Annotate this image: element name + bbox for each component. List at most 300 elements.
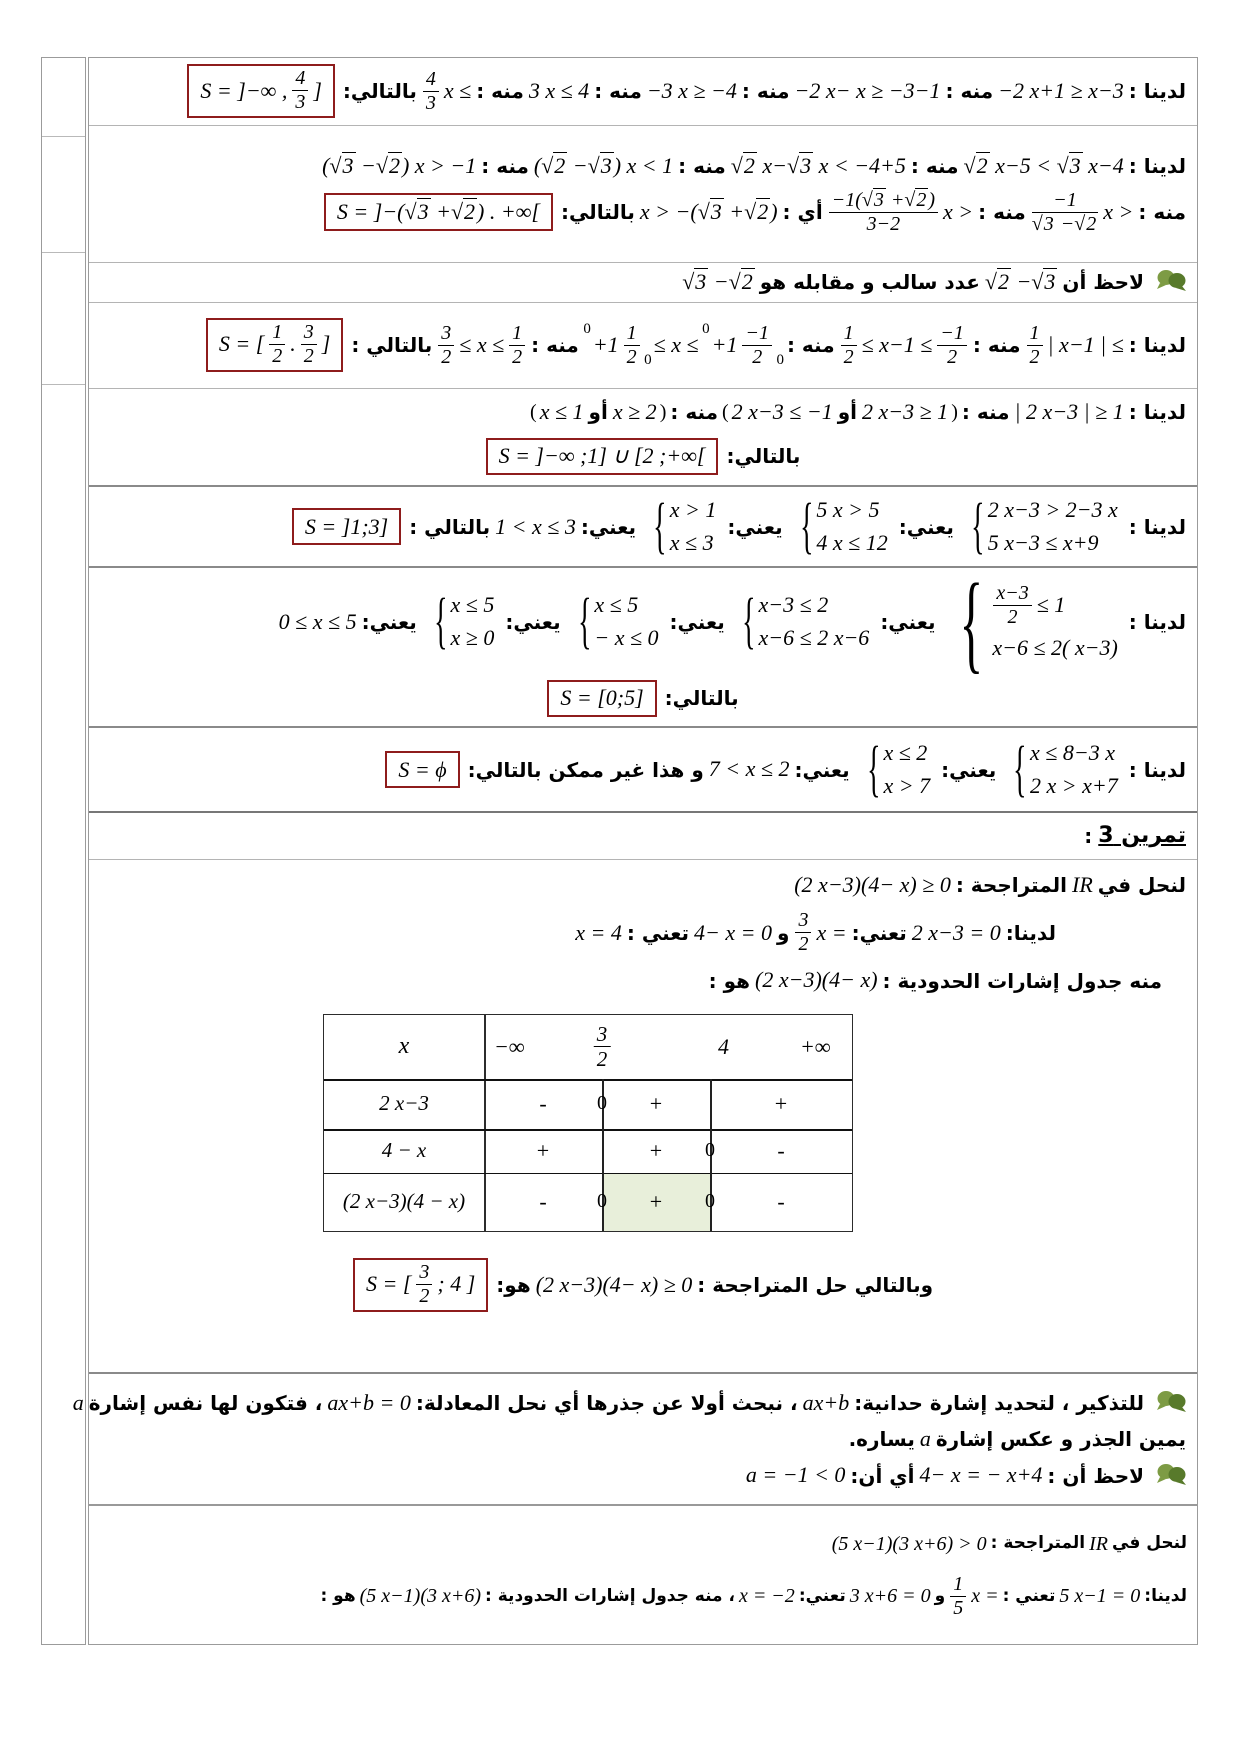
numerator: 1 xyxy=(624,323,640,346)
row-label: 2 x−3 xyxy=(379,1091,429,1116)
numerator: 1 xyxy=(841,323,857,346)
math-run: x ≤ xyxy=(443,78,472,104)
text-run: منه : xyxy=(910,154,959,179)
content-line xyxy=(95,1426,1189,1452)
denominator: 2 xyxy=(512,345,523,368)
math-run: ≤ x−1 ≤ xyxy=(861,331,933,357)
math-run: x > 7 xyxy=(883,773,931,799)
sqrt-expression: √3 xyxy=(1056,153,1081,179)
system-lines xyxy=(668,497,719,557)
denominator: 3 xyxy=(295,91,306,114)
text-run: بالتالي: xyxy=(560,200,635,225)
text-run: منه : xyxy=(481,154,529,179)
text-run: منه جدول إشارات الحدودية : xyxy=(882,968,1162,993)
system-brace: { xyxy=(577,586,592,655)
denominator: 2 xyxy=(626,345,637,368)
system-line xyxy=(668,497,719,523)
text-run: هو: xyxy=(496,1272,531,1297)
text-run: لدينا : xyxy=(1128,609,1186,634)
fraction xyxy=(993,583,1031,628)
numerator: 1 xyxy=(950,1574,966,1597)
system-brace: { xyxy=(971,492,985,561)
math-run: 5 x > 5 xyxy=(816,497,880,523)
solution-box xyxy=(385,751,459,788)
text-run: : xyxy=(1084,824,1093,849)
numerator: 3 xyxy=(594,1023,611,1047)
numerator: −1 xyxy=(1032,190,1098,213)
content-line xyxy=(72,1389,1189,1416)
text-run: منه : xyxy=(978,200,1026,225)
system-line xyxy=(1028,740,1117,766)
radicand: 2 xyxy=(757,198,769,224)
sign-cell: - xyxy=(777,1188,785,1214)
fraction xyxy=(1027,323,1043,368)
radicand: 2 xyxy=(1086,212,1097,235)
math-run: S = ]1;3] xyxy=(304,514,389,540)
sign-cell: - xyxy=(777,1137,785,1163)
radicand: 3 xyxy=(1069,153,1081,179)
content-line xyxy=(95,1258,1189,1312)
text-run: هو : xyxy=(320,1585,356,1606)
system-brace: { xyxy=(799,492,814,561)
system-line xyxy=(757,625,872,651)
fraction xyxy=(841,323,857,368)
sqrt-expression: √2 xyxy=(728,269,753,295)
fraction xyxy=(423,69,439,114)
math-run: √2 x−5 < √3 x−4 xyxy=(963,153,1124,179)
math-run: 2 x > x+7 xyxy=(1030,773,1118,799)
text-run: يعني: xyxy=(898,514,954,539)
text-run: عدد سالب و مقابله هو xyxy=(759,270,980,295)
text-run: منه : xyxy=(741,79,790,104)
math-run: x > 1 xyxy=(669,497,717,523)
math-run: a = −1 < 0 xyxy=(745,1462,846,1488)
text-run: تعني: xyxy=(851,920,907,945)
inequality-system xyxy=(945,560,1120,683)
system-lines xyxy=(814,497,889,557)
text-run: أي أن: xyxy=(850,1463,915,1488)
math-run: a xyxy=(919,1426,931,1452)
math-run: −2 x− x ≥ −3−1 xyxy=(794,78,941,104)
denominator: 2 xyxy=(441,345,452,368)
math-run: S = [ xyxy=(365,1271,412,1297)
sqrt-expression: √2 xyxy=(541,153,566,179)
system-brace: { xyxy=(433,586,448,655)
margin-divider xyxy=(42,136,85,137)
fraction xyxy=(937,323,967,368)
math-run: x ≥ 2 xyxy=(612,399,657,425)
header-tick: −∞ xyxy=(494,1033,525,1059)
row-label: 4 − x xyxy=(381,1138,427,1163)
denominator: 2 xyxy=(272,345,283,368)
sqrt-expression: √3 xyxy=(787,153,812,179)
text-run: ، منه جدول إشارات الحدودية : xyxy=(485,1585,735,1606)
math-run: 4 x ≤ 12 xyxy=(816,530,888,556)
paren-symbol: ( xyxy=(722,401,729,424)
math-run: (√3 −√2) x > −1 xyxy=(322,153,477,179)
math-run: 7 < x ≤ 2 xyxy=(708,756,790,782)
system-line xyxy=(986,497,1120,523)
sign-cell: + xyxy=(536,1137,550,1163)
inequality-radicals xyxy=(89,126,1197,263)
math-run: +1 xyxy=(711,331,738,357)
math-run: S = [ xyxy=(218,331,265,357)
system-line xyxy=(1028,773,1120,799)
math-run: 1 < x ≤ 3 xyxy=(495,513,576,539)
text-run: هو : xyxy=(708,968,751,993)
text-run: منه : xyxy=(594,79,642,104)
solution-box xyxy=(353,1258,488,1312)
content-line xyxy=(95,910,1189,955)
system-1 xyxy=(89,487,1197,568)
math-run: x ≥ 0 xyxy=(450,625,495,651)
text-run: يعني: xyxy=(580,514,637,539)
content-line xyxy=(95,190,1189,235)
fraction xyxy=(624,323,640,368)
denominator: √3 −√2 xyxy=(1031,212,1097,235)
fraction xyxy=(416,1262,432,1307)
math-run: 2 x−3 = 0 xyxy=(911,919,1001,945)
content-line xyxy=(95,734,1189,803)
sign-cell: - xyxy=(539,1090,547,1116)
math-run: x = −2 xyxy=(738,1585,795,1608)
math-run: √2 x−√3 x < −4+5 xyxy=(730,153,906,179)
inequality-absolute-1 xyxy=(89,303,1197,389)
text-run: للتذكير ، لتحديد إشارة حدانية: xyxy=(854,1390,1144,1415)
math-run: (5 x−1)(3 x+6) > 0 xyxy=(831,1532,987,1555)
sign-cell: + xyxy=(649,1090,663,1116)
content-line xyxy=(95,1532,1189,1556)
text-run: بالتالي: xyxy=(726,444,801,469)
text-run: لدينا: xyxy=(1005,920,1056,945)
sqrt-expression: √3 xyxy=(682,269,707,295)
solution-box xyxy=(486,438,719,475)
math-run: 3 x ≤ 4 xyxy=(528,78,590,104)
radicand: 3 xyxy=(873,188,884,211)
inequality-linear xyxy=(89,58,1197,126)
system-line xyxy=(449,592,497,618)
exercise-title: تمرين 3 xyxy=(1098,822,1186,848)
math-run: ax+b xyxy=(802,1389,850,1415)
radicand: 3 xyxy=(417,199,429,225)
numerator: 3 xyxy=(438,323,454,346)
inequality-absolute-2 xyxy=(89,389,1197,488)
text-run: منه : xyxy=(1138,200,1186,225)
sign-cell: + xyxy=(774,1090,788,1116)
text-run: لنحل في xyxy=(1112,1533,1187,1554)
text-run: منه : xyxy=(961,400,1010,425)
radicand: 2 xyxy=(976,153,988,179)
system-brace: { xyxy=(653,492,667,561)
text-run: بالتالي : xyxy=(409,514,491,539)
margin-divider xyxy=(42,384,85,385)
math-run: √2 −√3 xyxy=(984,269,1056,295)
fraction xyxy=(269,322,285,367)
inequality-system xyxy=(1005,734,1120,803)
math-run: x = xyxy=(816,919,847,945)
paren-symbol: ) xyxy=(951,401,958,424)
math-run: x ≤ 2 xyxy=(883,739,928,765)
math-run: x−3 ≤ 2 xyxy=(758,591,829,617)
math-run: x ≤ 1 xyxy=(539,399,584,425)
content-line xyxy=(95,1574,1189,1619)
radicand: 3 xyxy=(1044,269,1056,295)
system-line xyxy=(592,625,660,651)
math-run: a xyxy=(72,1389,84,1415)
math-run: 2 x−3 ≥ 1 xyxy=(862,399,949,425)
header-tick xyxy=(591,1015,614,1079)
fraction xyxy=(438,323,454,368)
fraction xyxy=(829,190,938,235)
radicand: 2 xyxy=(741,269,753,295)
content-line xyxy=(95,318,1189,372)
math-run: 2 x−3 > 2−3 x xyxy=(987,497,1118,523)
solution-box xyxy=(324,193,553,230)
system-line xyxy=(592,592,640,618)
stray-zero: 0 xyxy=(583,321,591,338)
math-run: S = ]−(√3 +√2) . +∞[ xyxy=(336,199,540,225)
fraction xyxy=(742,323,772,368)
radicand: 3 xyxy=(695,269,707,295)
system-line xyxy=(986,530,1101,556)
denominator: 5 xyxy=(953,1596,964,1619)
sqrt-expression: √3 xyxy=(587,153,612,179)
math-run: ≤ 1 xyxy=(1036,591,1066,617)
math-run: x ≤ 3 xyxy=(669,530,714,556)
math-run: S = ]−∞ ;1] ∪ [2 ;+∞[ xyxy=(498,443,706,469)
sqrt-expression: √3 xyxy=(861,188,884,211)
math-run: √3 −√2 xyxy=(682,269,753,295)
label-column-separator xyxy=(484,1015,486,1231)
header-tick: 4 xyxy=(718,1033,729,1059)
text-run: منه : xyxy=(678,154,726,179)
radicand: 2 xyxy=(743,153,755,179)
math-run: S = ]−∞ , xyxy=(200,77,288,103)
inequality-system xyxy=(645,492,718,561)
worksheet-content xyxy=(72,57,1198,1645)
text-run: منه : xyxy=(531,333,579,358)
radicand: 2 xyxy=(997,269,1009,295)
math-run: 4− x = − x+4 xyxy=(919,1462,1043,1488)
math-run: x > xyxy=(943,198,974,224)
fraction xyxy=(795,910,811,955)
text-run: المتراجحة : xyxy=(990,1533,1086,1554)
sign-cell: + xyxy=(649,1188,663,1214)
fraction xyxy=(950,1574,966,1619)
math-run: x−6 ≤ 2 x−6 xyxy=(758,625,870,651)
math-run: IR xyxy=(1072,872,1093,897)
sqrt-expression: √3 xyxy=(329,153,354,179)
math-run: −3 x ≥ −4 xyxy=(646,78,737,104)
math-run: 3 x+6 = 0 xyxy=(849,1585,931,1608)
numerator: −1 xyxy=(742,323,772,346)
text-run: و xyxy=(777,920,790,945)
exercise-3-title xyxy=(89,813,1197,860)
fraction xyxy=(1032,190,1098,235)
text-run: لدينا: xyxy=(1144,1585,1187,1606)
content-line xyxy=(95,492,1189,561)
math-run: S = ϕ xyxy=(398,756,447,782)
text-run: لدينا : xyxy=(1128,333,1186,358)
numerator: 4 xyxy=(423,69,439,92)
text-run: لدينا : xyxy=(1128,79,1186,104)
system-line xyxy=(990,635,1119,661)
inequality-system xyxy=(859,734,932,803)
radicand: 3 xyxy=(1043,212,1054,235)
text-run: يعني: xyxy=(941,757,997,782)
content-line xyxy=(95,153,1189,179)
note-negative-number xyxy=(89,263,1197,303)
system-impossible xyxy=(89,728,1197,813)
math-run: 0 ≤ x ≤ 5 xyxy=(278,608,357,634)
text-run: لدينا : xyxy=(1128,514,1186,539)
system-lines xyxy=(881,740,932,800)
numerator: 3 xyxy=(416,1262,432,1285)
table-header-x: x xyxy=(398,1033,410,1060)
denominator: 3−2 xyxy=(866,212,901,235)
text-run: لدينا : xyxy=(1128,757,1186,782)
content-line xyxy=(95,399,1189,425)
fraction xyxy=(594,1023,611,1070)
text-run: يعني: xyxy=(794,757,850,782)
numerator: 3 xyxy=(301,322,317,345)
text-run: ، نبحث أولا عن جذرها أي نحل المعادلة: xyxy=(415,1390,798,1415)
text-run: لنحل في xyxy=(1097,873,1186,898)
system-brace: { xyxy=(866,734,881,803)
math-run: +1 xyxy=(592,331,619,357)
fraction xyxy=(292,68,308,113)
sqrt-expression: √2 xyxy=(450,199,476,225)
math-run: ≤ x ≤ xyxy=(653,331,699,357)
denominator: 3 xyxy=(425,91,436,114)
numerator: 4 xyxy=(292,68,308,91)
sqrt-expression: √3 xyxy=(1031,269,1056,295)
inequality-system xyxy=(734,586,872,655)
inequality-system xyxy=(426,586,497,655)
text-run: تعني: xyxy=(798,1585,846,1606)
radicand: 3 xyxy=(710,198,722,224)
inequality-system xyxy=(963,492,1120,561)
text-run: لاحظ أن xyxy=(1062,270,1144,295)
text-run: يعني: xyxy=(669,609,725,634)
system-brace: { xyxy=(1013,734,1027,803)
math-run: ; 4 ] xyxy=(437,1271,476,1297)
text-run: يعني: xyxy=(880,609,936,634)
row-label: (2 x−3)(4 − x) xyxy=(342,1189,466,1214)
system-lines xyxy=(592,592,660,652)
sqrt-expression: √2 xyxy=(375,153,400,179)
denominator: 2 xyxy=(843,345,854,368)
radicand: 2 xyxy=(464,199,476,225)
text-run: أي : xyxy=(782,200,823,225)
content-line xyxy=(95,680,1189,717)
radicand: 2 xyxy=(554,153,566,179)
text-run: و xyxy=(934,1585,946,1606)
text-run: أو xyxy=(837,400,857,425)
text-run: أو xyxy=(588,400,608,425)
system-brace: { xyxy=(959,560,983,683)
sqrt-expression: √2 xyxy=(1074,212,1097,235)
solution-box xyxy=(292,508,401,545)
content-line xyxy=(95,64,1189,118)
solution-box xyxy=(547,680,656,717)
sqrt-expression: √3 xyxy=(404,199,429,225)
stray-zero: 0 xyxy=(644,352,652,369)
radicand: 2 xyxy=(388,153,400,179)
numerator: 1 xyxy=(269,322,285,345)
sqrt-expression: √3 xyxy=(697,198,722,224)
sqrt-expression: √2 xyxy=(904,188,927,211)
content-line xyxy=(95,823,1189,849)
zero-mark: 0 xyxy=(705,1190,715,1213)
system-lines xyxy=(757,592,872,652)
text-run: وبالتالي حل المتراجحة : xyxy=(697,1272,934,1297)
math-run: x > xyxy=(1103,198,1134,224)
zero-mark: 0 xyxy=(597,1092,607,1115)
text-run: يعني: xyxy=(727,514,783,539)
fraction xyxy=(301,322,317,367)
paren-symbol: ) xyxy=(659,401,667,424)
text-run: تعني : xyxy=(626,920,690,945)
denominator: 2 xyxy=(1029,345,1040,368)
text-run: منه : xyxy=(476,79,524,104)
math-run: ax+b = 0 xyxy=(327,1389,411,1415)
math-run: (2 x−3)(4− x) ≥ 0 xyxy=(535,1271,693,1297)
sqrt-expression: √2 xyxy=(984,269,1009,295)
text-run: بالتالي: xyxy=(342,79,417,104)
system-line xyxy=(668,530,716,556)
denominator: 2 xyxy=(752,345,763,368)
math-run: (5 x−1)(3 x+6) xyxy=(359,1585,482,1608)
note-icon xyxy=(1155,1463,1187,1489)
math-run: | x−1 | ≤ xyxy=(1047,331,1124,357)
exercise-3-solution xyxy=(89,860,1197,1374)
math-run: x−6 ≤ 2( x−3) xyxy=(992,634,1118,660)
math-run: | 2 x−3 | ≥ 1 xyxy=(1014,399,1124,425)
radicand: 3 xyxy=(600,153,612,179)
sqrt-expression: √2 xyxy=(730,153,755,179)
math-run: ≤ x ≤ xyxy=(459,331,505,357)
text-run: ، فتكون لها نفس إشارة xyxy=(88,1390,323,1415)
content-line xyxy=(95,269,1189,295)
text-run: منه : xyxy=(945,79,994,104)
content-line xyxy=(95,1462,1189,1488)
zero-mark: 0 xyxy=(597,1190,607,1213)
text-run: و هذا غير ممكن بالتالي: xyxy=(467,757,704,782)
system-brace: { xyxy=(741,586,756,655)
math-run: 5 x−3 ≤ x+9 xyxy=(987,530,1099,556)
math-run: (√2 −√3) x < 1 xyxy=(533,153,674,179)
zero-mark: 0 xyxy=(705,1139,715,1162)
math-run: x ≤ 5 xyxy=(450,591,495,617)
denominator: 2 xyxy=(947,345,958,368)
sqrt-expression: √2 xyxy=(963,153,988,179)
header-tick: +∞ xyxy=(800,1033,831,1059)
sign-cell: - xyxy=(539,1188,547,1214)
system-lines xyxy=(990,583,1119,661)
system-line xyxy=(990,583,1067,628)
system-line xyxy=(814,530,889,556)
text-run: منه : xyxy=(972,333,1021,358)
content-line xyxy=(95,438,1189,475)
numerator: x−3 xyxy=(993,583,1031,606)
radicand: 3 xyxy=(800,153,812,179)
system-lines xyxy=(986,497,1120,557)
reminder-note xyxy=(72,1374,1197,1506)
math-run: 4− x = 0 xyxy=(694,919,773,945)
math-run: ] xyxy=(321,331,331,357)
math-run: S = [0;5] xyxy=(560,685,644,711)
